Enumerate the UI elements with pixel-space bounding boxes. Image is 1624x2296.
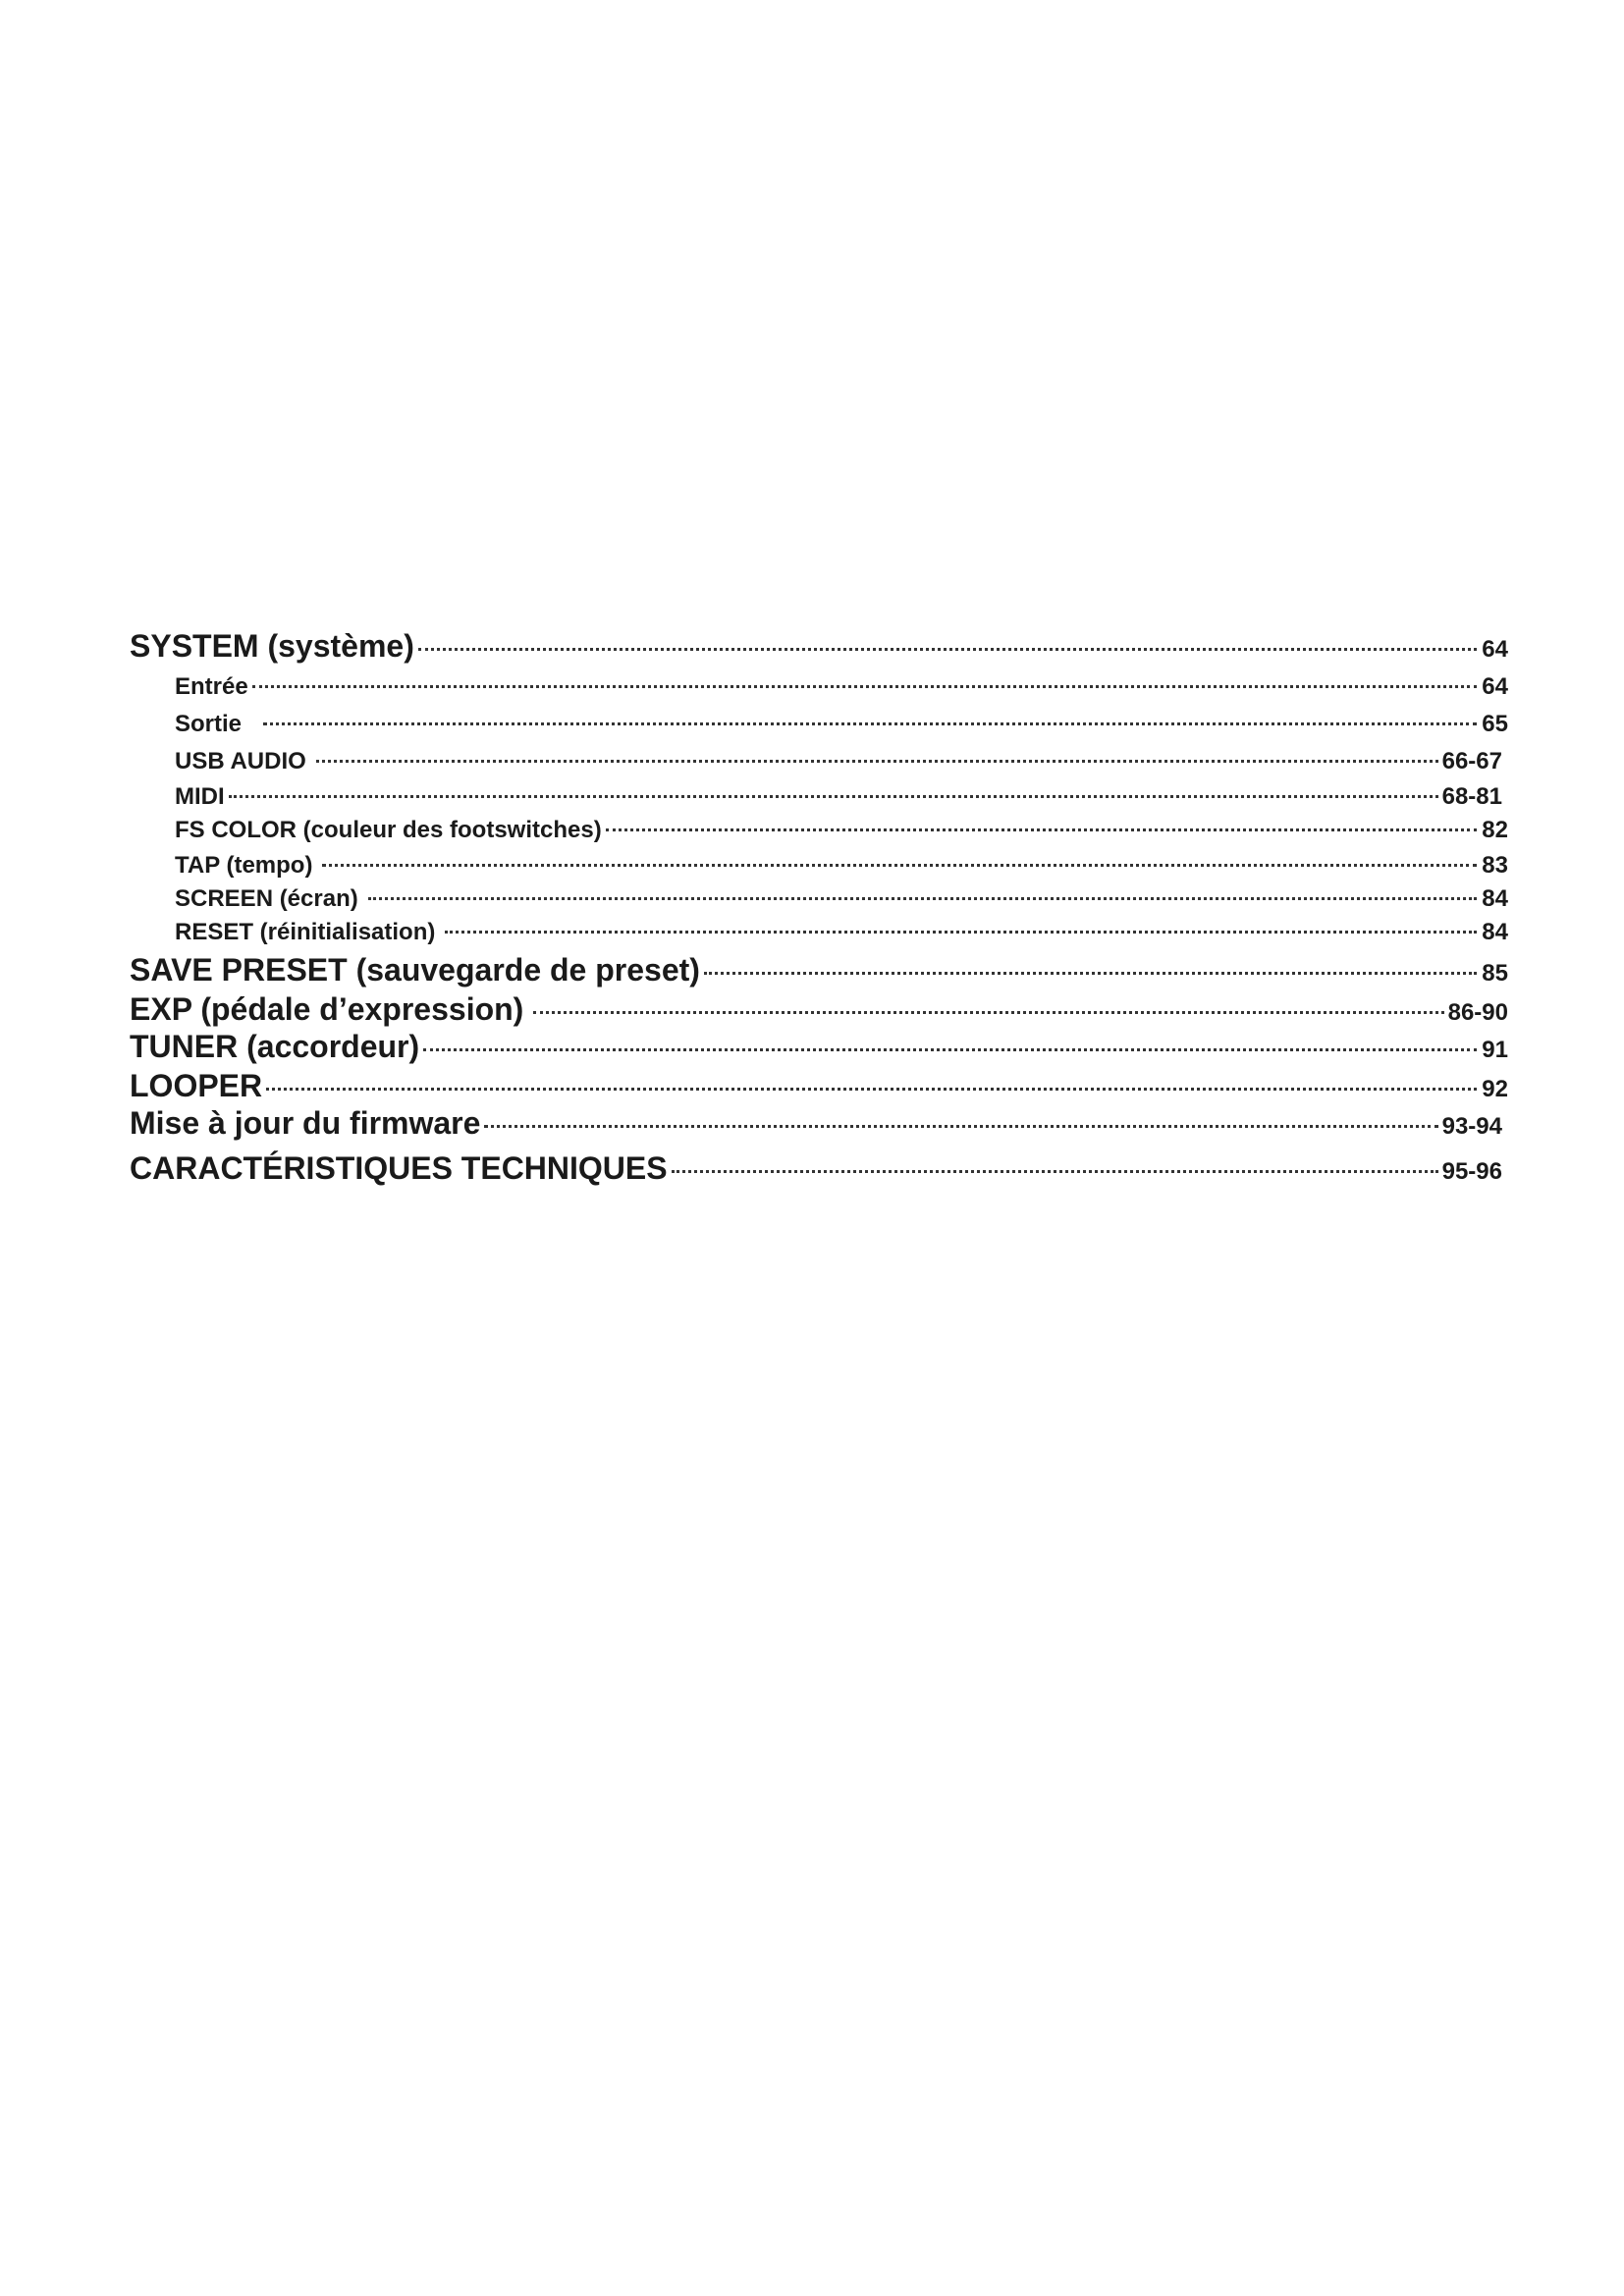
- toc-entry-entree: [130, 673, 1508, 701]
- toc-entry-page: 83: [1482, 852, 1508, 879]
- toc-entry-label: SAVE PRESET (sauvegarde de preset): [130, 952, 700, 988]
- toc-entry-label: Sortie: [175, 711, 243, 737]
- toc-entry-page: 92: [1482, 1076, 1508, 1102]
- toc-entry-page: 91: [1482, 1037, 1508, 1063]
- dot-leader: [263, 722, 1477, 725]
- toc-entry-page: 84: [1482, 885, 1508, 912]
- toc-entry-page: 65: [1482, 711, 1508, 737]
- dot-leader: [445, 931, 1477, 934]
- toc-entry-label: MIDI: [175, 783, 225, 810]
- toc-entry-page: 68-81: [1441, 783, 1502, 810]
- toc-entry-label: EXP (pédale d’expression): [130, 991, 524, 1027]
- toc-entry-label: LOOPER: [130, 1068, 263, 1103]
- dot-leader: [252, 685, 1477, 688]
- toc-entry-label: TUNER (accordeur): [130, 1029, 420, 1064]
- dot-leader: [316, 760, 1438, 763]
- toc-entry-sortie: [130, 711, 1508, 738]
- toc-entry-screen: [130, 885, 1508, 913]
- dot-leader: [229, 795, 1438, 798]
- dot-leader: [266, 1088, 1477, 1091]
- toc-entry-tap: [130, 852, 1508, 880]
- toc-entry-midi: [130, 783, 1508, 811]
- toc-entry-label: RESET (réinitialisation): [175, 919, 436, 945]
- toc-entry-page: 64: [1482, 673, 1508, 700]
- toc-entry-tuner: [130, 1029, 1508, 1065]
- toc-entry-label: SYSTEM (système): [130, 628, 414, 664]
- toc-entry-exp: [130, 991, 1508, 1028]
- toc-entry-label: USB AUDIO: [175, 748, 306, 774]
- toc-entry-page: 86-90: [1447, 999, 1508, 1026]
- toc-entry-label: Entrée: [175, 673, 248, 700]
- toc-entry-reset: [130, 919, 1508, 946]
- table-of-contents: [130, 0, 1508, 2296]
- dot-leader: [423, 1048, 1477, 1051]
- toc-entry-save-preset: [130, 952, 1508, 988]
- toc-entry-page: 93-94: [1441, 1113, 1502, 1140]
- dot-leader: [484, 1125, 1437, 1128]
- toc-entry-firmware: [130, 1105, 1508, 1142]
- toc-entry-system: [130, 628, 1508, 665]
- dot-leader: [533, 1011, 1443, 1014]
- toc-entry-page: 85: [1482, 960, 1508, 987]
- toc-entry-fs-color: [130, 817, 1508, 844]
- dot-leader: [322, 864, 1477, 867]
- toc-entry-page: 64: [1482, 636, 1508, 663]
- toc-entry-page: 95-96: [1441, 1158, 1502, 1185]
- toc-entry-page: 84: [1482, 919, 1508, 945]
- toc-entry-label: CARACTÉRISTIQUES TECHNIQUES: [130, 1150, 668, 1186]
- toc-entry-usb-audio: [130, 748, 1508, 775]
- dot-leader: [368, 897, 1477, 900]
- toc-entry-page: 66-67: [1441, 748, 1502, 774]
- toc-entry-label: FS COLOR (couleur des footswitches): [175, 817, 602, 843]
- toc-entry-page: 82: [1482, 817, 1508, 843]
- toc-entry-label: SCREEN (écran): [175, 885, 358, 912]
- dot-leader: [704, 972, 1477, 975]
- dot-leader: [606, 828, 1477, 831]
- toc-entry-label: TAP (tempo): [175, 852, 313, 879]
- dot-leader: [418, 648, 1477, 651]
- dot-leader: [672, 1170, 1438, 1173]
- toc-entry-label: Mise à jour du firmware: [130, 1105, 481, 1141]
- toc-entry-looper: [130, 1068, 1508, 1104]
- toc-entry-specifications: [130, 1150, 1508, 1187]
